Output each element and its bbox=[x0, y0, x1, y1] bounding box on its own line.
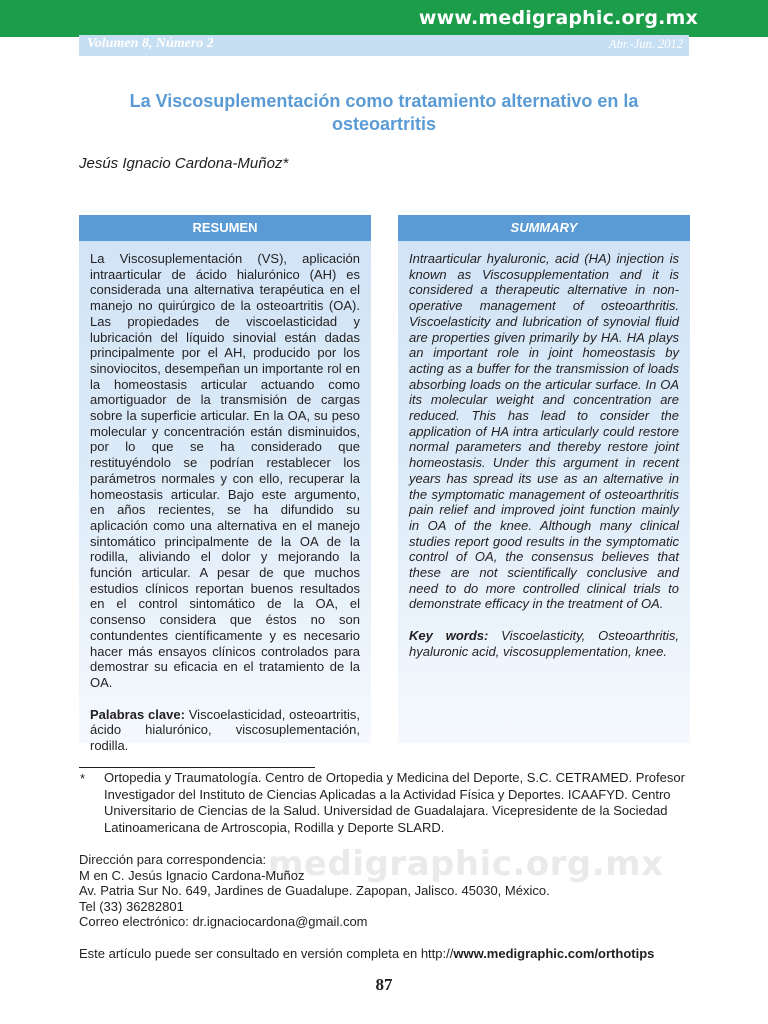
article-author: Jesús Ignacio Cardona-Muñoz* bbox=[79, 155, 289, 172]
consult-link[interactable]: www.medigraphic.com/orthotips bbox=[453, 946, 655, 961]
summary-keywords-text: Viscoelasticity, Osteoarthritis, hyaluronic acid, viscosupplementation, knee. bbox=[409, 628, 680, 659]
correspondence-name: M en C. Jesús Ignacio Cardona-Muñoz bbox=[79, 867, 305, 883]
summary-keywords bbox=[409, 628, 679, 659]
issue-divider bbox=[79, 55, 689, 56]
summary-keywords-label: Key words: bbox=[409, 628, 489, 644]
summary-panel bbox=[398, 215, 690, 743]
footnote-divider bbox=[79, 767, 315, 768]
resumen-body-container bbox=[79, 241, 371, 754]
summary-heading: SUMMARY bbox=[398, 215, 690, 241]
correspondence-email: Correo electrónico: dr.ignaciocardona@gmail.com bbox=[79, 914, 368, 930]
correspondence-block bbox=[79, 852, 689, 930]
issue-volume: Volumen 8, Número 2 bbox=[87, 36, 214, 51]
consult-text: Este artículo puede ser consultado en versión completa en http:// bbox=[79, 946, 454, 961]
watermark: medigraphic.org.mx bbox=[268, 844, 664, 884]
issue-bar bbox=[79, 35, 689, 55]
resumen-keywords-text: Viscoelasticidad, osteoartritis, ácido hialurónico, viscosuplementación, rodilla. bbox=[90, 706, 360, 754]
resumen-body: La Viscosuplementación (VS), aplicación intraarticular de ácido hialurónico (AH) es considerada una alternativa terapéutica en el manejo no quirúrgico de la osteoartritis (OA). Las propiedades de viscoelasticidad y lubricación del líquido sinovial están dadas principalmente por el AH, producido por los sinoviocitos, desempeñan un importante rol en la homeostasis articular actuando como amortiguador de la transmisión de cargas sobre la superficie articular. En la OA, su peso molecular y concentración están disminuidos, por lo que se ha considerado que restituyéndolo se podrían restablecer los parámetros normales y con ello, recuperar la homeostasis articular. Bajo este argumento, en años recientes, se ha difundido su aplicación como una alternativa en el manejo sintomático principalmente de la OA de la rodilla, aliviando el dolor y mejorando la función articular. A pesar de que muchos estudios clínicos reportan buenos resultados en el control sintomático de la OA, el consenso considera que éstos no son contundentes científicamente y es necesario hacer más ensayos clínicos controlados para demostrar su eficacia en el tratamiento de la OA. bbox=[90, 251, 360, 690]
correspondence-address: Av. Patria Sur No. 649, Jardines de Guadalupe. Zapopan, Jalisco. 45030, México. bbox=[79, 883, 550, 899]
site-url-link[interactable]: www.medigraphic.org.mx bbox=[418, 7, 698, 29]
page-number: 87 bbox=[375, 975, 393, 994]
article-title: La Viscosuplementación como tratamiento alternativo en la osteoartritis bbox=[129, 91, 639, 134]
summary-body-container bbox=[398, 241, 690, 660]
resumen-keywords bbox=[90, 707, 360, 754]
top-banner bbox=[0, 0, 768, 37]
consult-line bbox=[79, 946, 689, 961]
correspondence-phone: Tel (33) 36282801 bbox=[79, 898, 184, 914]
issue-date: Abr.-Jun. 2012 bbox=[609, 37, 683, 51]
resumen-panel bbox=[79, 215, 371, 754]
footnote-marker: * bbox=[80, 771, 86, 786]
summary-body: Intraarticular hyaluronic, acid (HA) injection is known as Viscosupplementation and it is considered a therapeutic alternative in non-operative management of osteoarthritis. Viscoelasticity and lubrication of synovial fluid are properties given primarily by HA. HA plays an important role in joint homeostasis by acting as a buffer for the transmission of loads absorbing loads on the articular surface. In OA its molecular weight and concentration are reduced. This has lead to consider the application of HA intra articularly could restore normal parameters and thereby restore joint homeostasis. Under this argument in recent years has spread its use as an alternative in the symptomatic management of osteoarthritis pain relief and improved joint function mainly in OA of the knee. Although many clinical studies report good results in the symptomatic control of OA, the consensus believes that these are not scientifically conclusive and need to do more controlled clinical trials to demonstrate efficacy in the treatment of OA. bbox=[409, 251, 679, 612]
correspondence-heading: Dirección para correspondencia: bbox=[79, 852, 267, 867]
footnote-text: Ortopedia y Traumatología. Centro de Ortopedia y Medicina del Deporte, S.C. CETRAMED. Profesor Investigador del Instituto de Ciencias Aplicadas a la Actividad Física y Deportes. ICAAFYD. Centro Universitario de Ciencias de la Salud. Universidad de Guadalajara. Vicepresidente de la Sociedad Latinoamericana de Artroscopia, Rodilla y Deporte SLARD. bbox=[104, 770, 685, 835]
resumen-keywords-label: Palabras clave: bbox=[90, 706, 185, 722]
resumen-heading: RESUMEN bbox=[79, 215, 371, 241]
